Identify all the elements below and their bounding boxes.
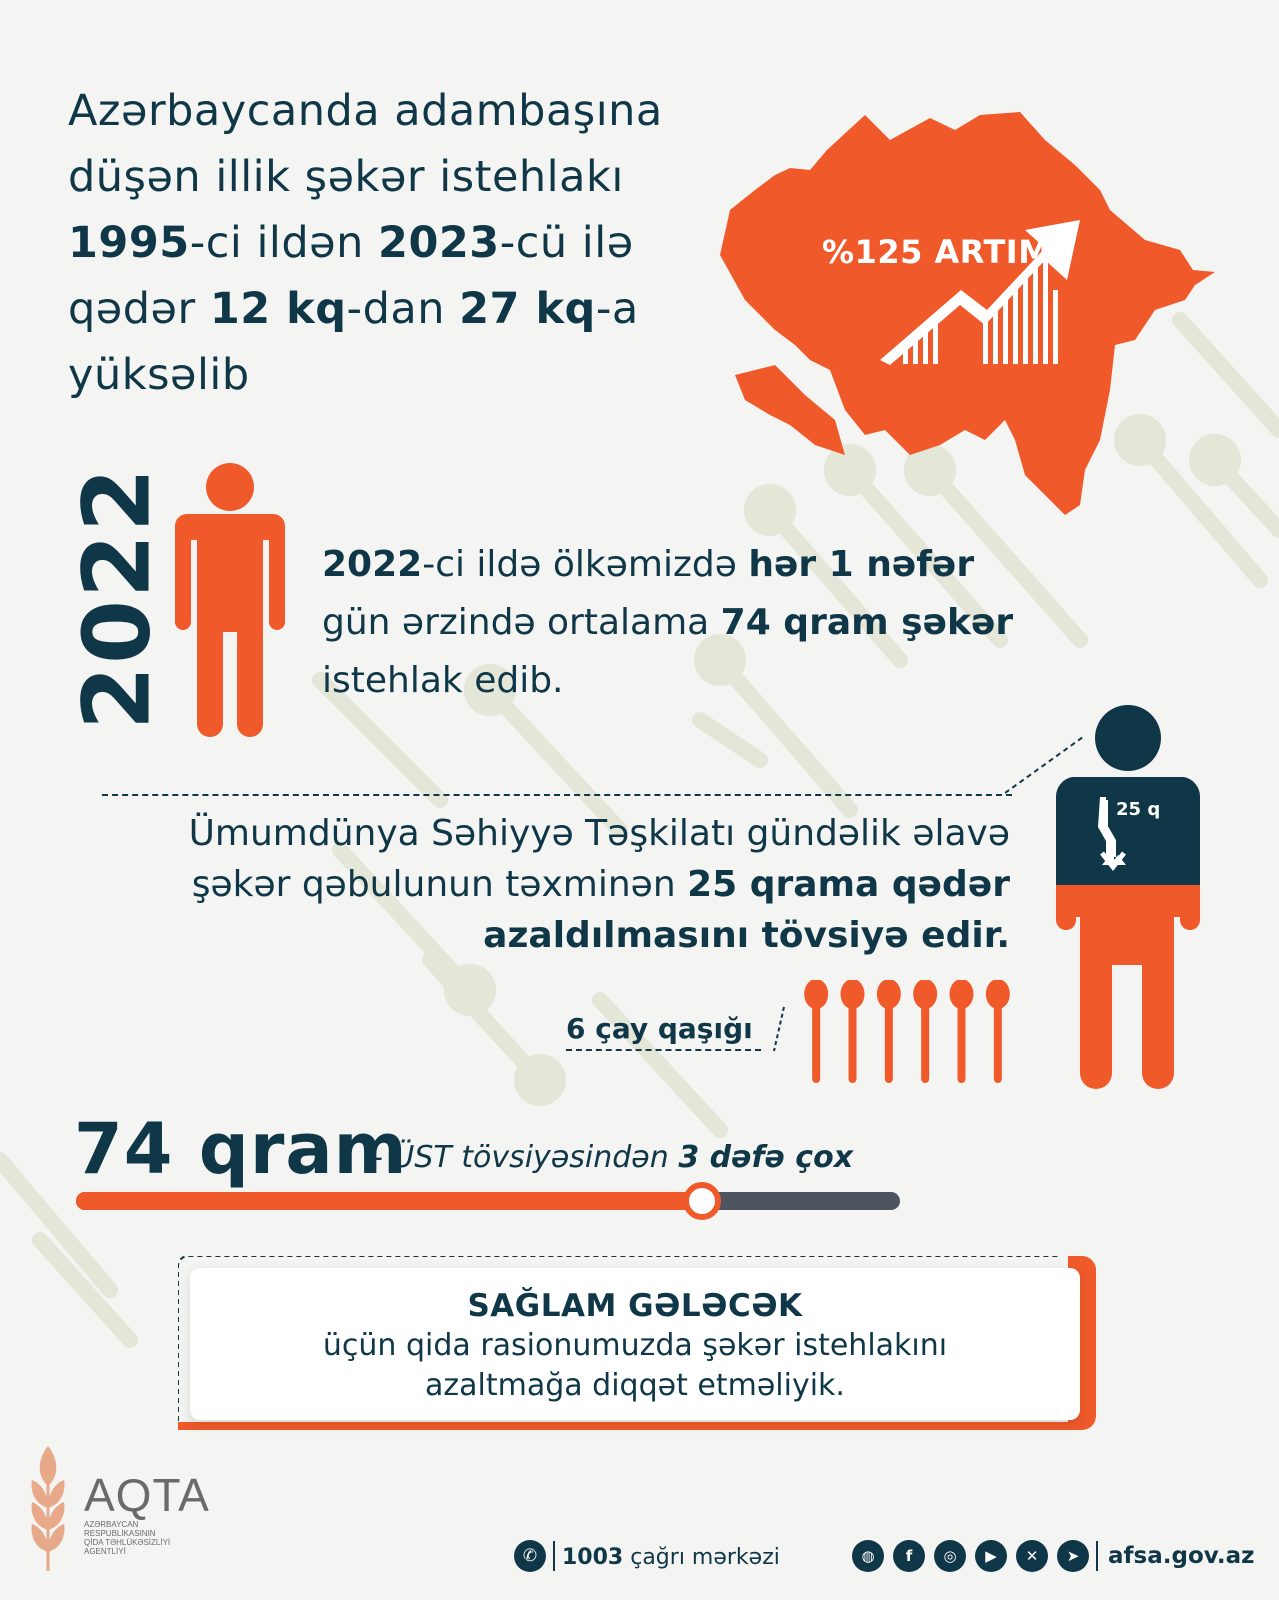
year-vertical-text: 2022	[63, 465, 171, 731]
phone-number: 1003	[562, 1545, 624, 1570]
progress-fill	[76, 1192, 702, 1210]
cta-line-2: azaltmağa diqqət etməliyik.	[425, 1368, 845, 1403]
consumption-text	[322, 536, 1142, 710]
grams-value: 74 qram	[74, 1108, 408, 1190]
who-line-1: Ümumdünya Səhiyyə Təşkilatı gündəlik əlavə	[188, 813, 1010, 854]
call-center[interactable]	[562, 1545, 780, 1570]
consumption-bold-part: 74 qram şəkər	[720, 602, 1014, 643]
consumption-line-3: istehlak edib.	[322, 660, 564, 701]
headline-text: -a	[595, 284, 639, 334]
globe-icon[interactable]: ◍	[852, 1540, 884, 1572]
logo-sub-line: AGENTLİYİ	[84, 1547, 126, 1556]
teaspoon-icon	[913, 980, 937, 1083]
who-line-3	[60, 910, 1010, 961]
youtube-icon[interactable]: ▶	[975, 1540, 1007, 1572]
headline-text: -cü ilə	[499, 218, 634, 268]
comparison-bold-part: 3 dəfə çox	[678, 1140, 854, 1175]
who-bold-part: 25 qrama qədər	[687, 864, 1010, 905]
consumption-line-2	[322, 594, 1142, 652]
person-filled-icon	[1050, 705, 1210, 1090]
who-line-2	[60, 859, 1010, 910]
consumption-year: 2022	[322, 544, 423, 585]
person-icon	[175, 462, 285, 737]
growth-label: %125 ARTIM	[822, 233, 1051, 271]
headline-line-3	[68, 210, 788, 276]
dashed-slash	[772, 1005, 786, 1053]
headline-text: -dan	[346, 284, 460, 334]
logo-sub-line: RESPUBLİKASININ	[84, 1529, 156, 1538]
who-bold-part: azaldılmasını tövsiyə edir.	[483, 915, 1010, 956]
teaspoon-icon	[877, 980, 901, 1083]
footer-separator	[1096, 1541, 1098, 1571]
logo-subtitle	[84, 1520, 204, 1556]
instagram-icon[interactable]: ◎	[934, 1540, 966, 1572]
who-recommendation-text	[60, 808, 1010, 961]
x-icon[interactable]: ✕	[1016, 1540, 1048, 1572]
year-vertical	[62, 458, 172, 738]
cta-line-1: üçün qida rasionumuzda şəkər istehlakını	[322, 1328, 948, 1363]
telegram-icon[interactable]: ➤	[1057, 1540, 1089, 1572]
teaspoons-icon	[798, 980, 1016, 1085]
amount-from: 12 kq	[209, 284, 347, 334]
consumption-text-part: gün ərzində ortalama	[322, 602, 721, 643]
teaspoon-icon	[986, 980, 1010, 1083]
website-link[interactable]: afsa.gov.az	[1108, 1543, 1255, 1569]
phone-icon[interactable]: ✆	[514, 1540, 546, 1572]
social-links	[852, 1540, 1089, 1572]
teaspoon-icon	[804, 980, 828, 1083]
headline-text: qədər	[68, 284, 210, 334]
consumption-bold-part: hər 1 nəfər	[748, 544, 975, 585]
progress-knob	[683, 1182, 721, 1220]
headline-line-2: düşən illik şəkər istehlakı	[68, 152, 624, 202]
dashed-divider	[102, 794, 1012, 796]
headline-line-1: Azərbaycanda adambaşına	[68, 86, 663, 136]
wheat-logo-icon	[26, 1446, 70, 1571]
figure-label: 25 q	[1116, 799, 1161, 820]
headline-line-5: yüksəlib	[68, 350, 250, 400]
amount-to: 27 kq	[459, 284, 596, 334]
logo-name: AQTA	[84, 1469, 210, 1521]
year-to: 2023	[378, 218, 500, 268]
spoon-count-label: 6 çay qaşığı	[566, 1012, 761, 1051]
azerbaijan-map-icon	[715, 110, 1245, 520]
cta-box	[190, 1268, 1080, 1420]
logo-sub-line: QİDA TƏHLÜKƏSİZLİYİ	[84, 1538, 171, 1547]
headline	[68, 78, 788, 408]
comparison-text-part: - ÜST tövsiyəsindən	[372, 1140, 679, 1175]
cta-title: SAĞLAM GƏLƏCƏK	[467, 1288, 803, 1324]
year-from: 1995	[68, 218, 190, 268]
headline-line-4	[68, 276, 788, 342]
teaspoon-icon	[950, 980, 974, 1083]
consumption-text-part: -ci ildə ölkəmizdə	[422, 544, 749, 585]
footer-separator	[553, 1541, 555, 1571]
who-text-part: şəkər qəbulunun təxminən	[191, 864, 688, 905]
teaspoon-icon	[841, 980, 865, 1083]
phone-label: çağrı mərkəzi	[623, 1545, 780, 1570]
comparison-progress-bar	[76, 1192, 900, 1210]
facebook-icon[interactable]: f	[893, 1540, 925, 1572]
logo-sub-line: AZƏRBAYCAN	[84, 1520, 139, 1529]
consumption-line-1	[322, 536, 1142, 594]
comparison-text	[372, 1140, 853, 1175]
headline-text: -ci ildən	[189, 218, 379, 268]
